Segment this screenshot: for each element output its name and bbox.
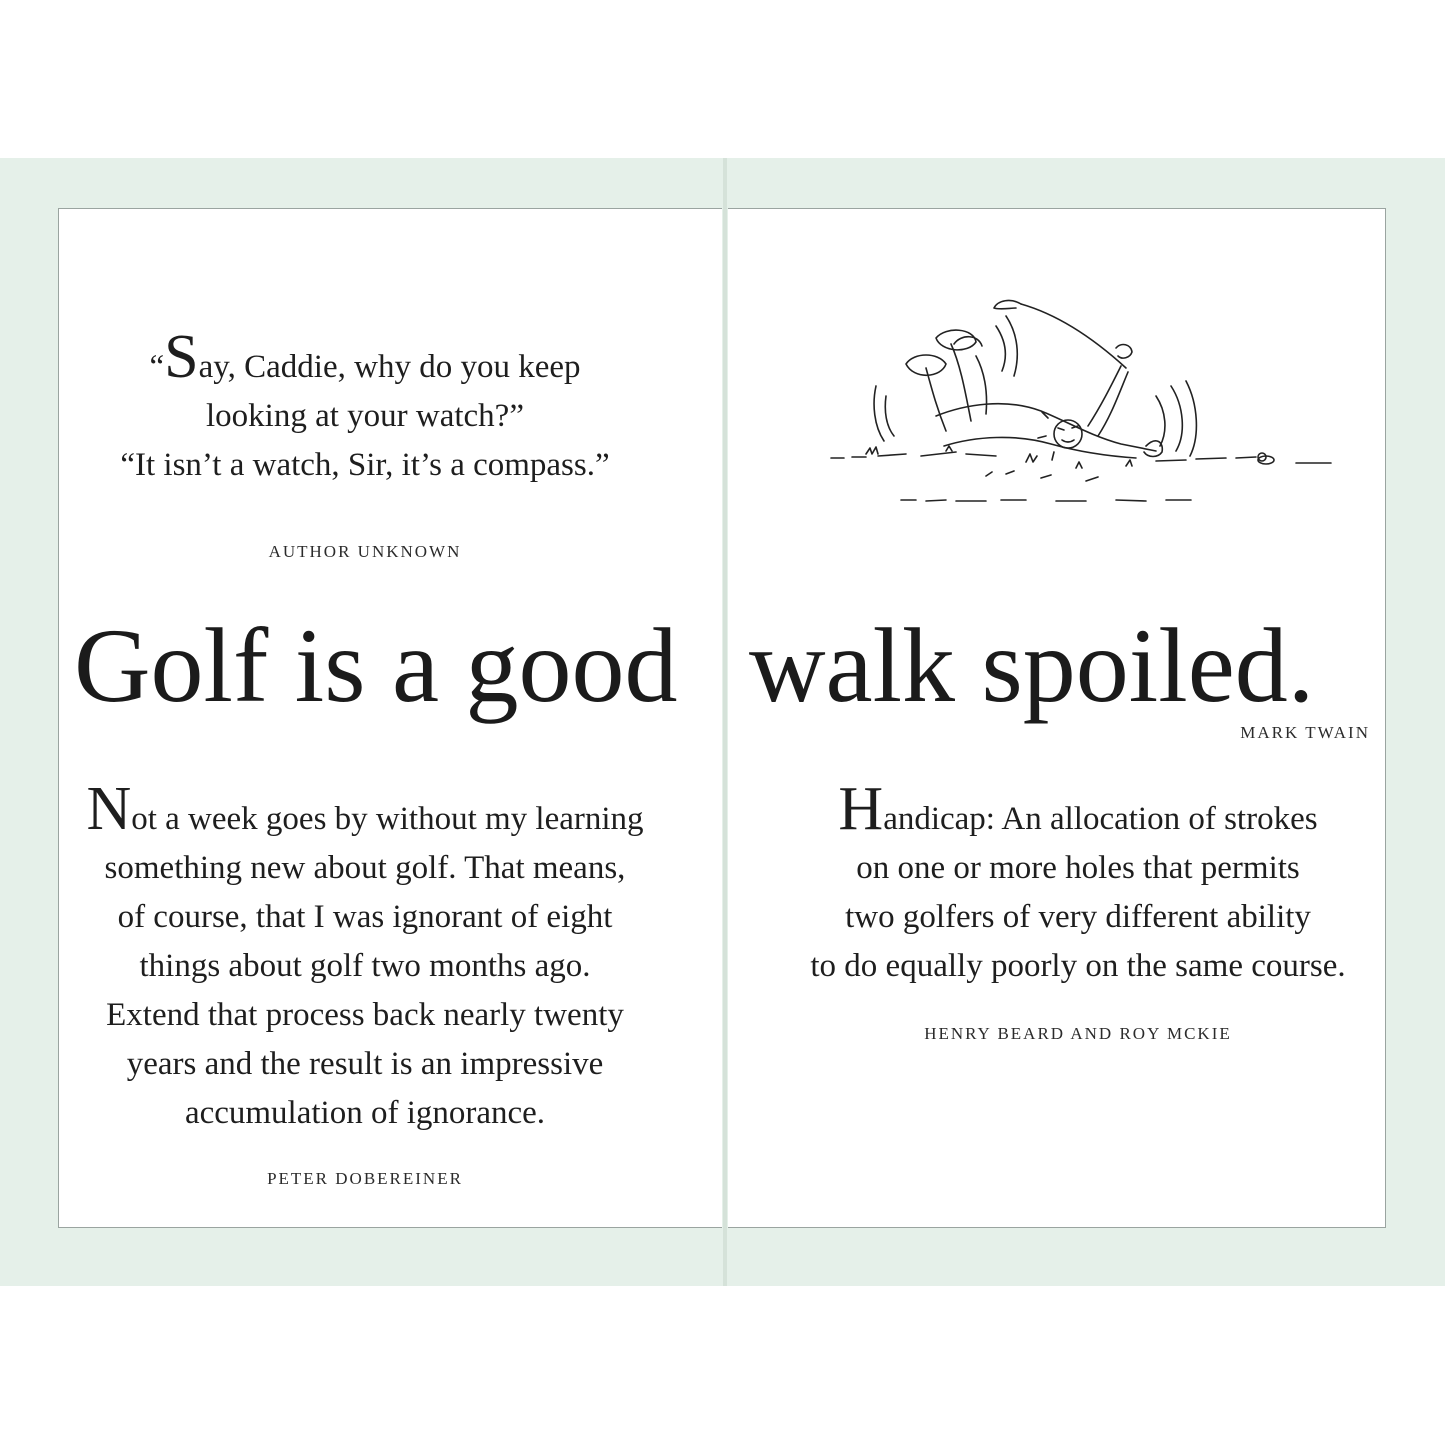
golfer-fallen-illustration-icon [826,286,1341,516]
dobereiner-quote-line: of course, that I was ignorant of eight [117,899,613,935]
headline-attribution: MARK TWAIN [1240,723,1370,742]
dobereiner-quote-line: accumulation of ignorance. [184,1095,546,1131]
caddie-quote-line-2: looking at your watch?” [206,398,524,434]
handicap-quote-line: two golfers of very different ability [845,899,1311,935]
drop-cap: H [838,775,884,843]
dobereiner-quote-line-1 [70,775,660,844]
handicap-quote [778,775,1378,991]
caddie-quote-line-1 [70,323,660,392]
dobereiner-quote-line: years and the result is an impressive [126,1046,604,1082]
handicap-quote-line: on one or more holes that permits [856,850,1300,886]
dobereiner-quote-attribution: PETER DOBEREINER [267,1169,463,1188]
dobereiner-quote-line: Extend that process back nearly twenty [106,997,624,1033]
dobereiner-quote-line: something new about golf. That means, [104,850,626,886]
headline-right-part: walk spoiled. [749,607,1315,724]
caddie-quote [70,323,660,490]
handicap-quote-line-1 [778,775,1378,844]
dobereiner-quote-line-1-text: ot a week goes by without my learning [131,801,644,837]
dobereiner-quote [70,775,660,1138]
book-gutter [723,158,727,1286]
handicap-quote-attribution: HENRY BEARD AND ROY MCKIE [924,1024,1232,1043]
dobereiner-quote-line: things about golf two months ago. [139,948,591,984]
caddie-quote-line-1-text: ay, Caddie, why do you keep [198,349,581,385]
handicap-quote-line: to do equally poorly on the same course. [810,948,1346,984]
open-quote-mark: “ [149,349,165,385]
drop-cap: N [86,775,132,843]
handicap-quote-line-1-text: andicap: An allocation of strokes [883,801,1318,837]
drop-cap: S [164,323,199,391]
caddie-quote-line-3: “It isn’t a watch, Sir, it’s a compass.” [120,447,610,483]
headline-left-part: Golf is a good [74,607,678,724]
caddie-quote-attribution: AUTHOR UNKNOWN [268,542,462,561]
